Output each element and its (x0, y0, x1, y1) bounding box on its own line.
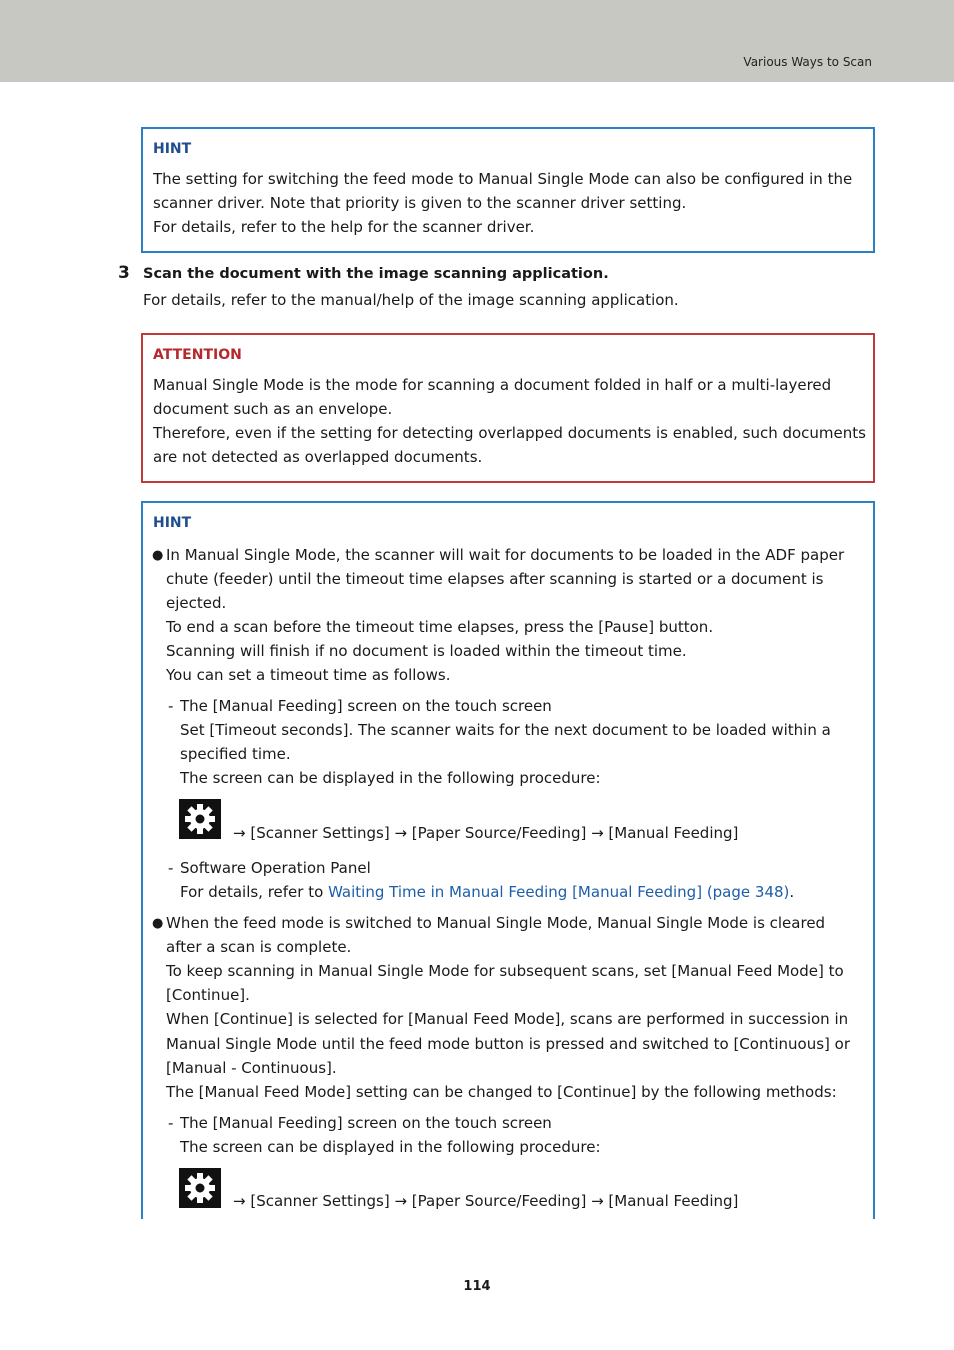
bullet-text-line: When the feed mode is switched to Manual Single Mode, Manual Single Mode is cleared (166, 914, 826, 932)
sub-item-text-line: The [Manual Feeding] screen on the touch screen (180, 1114, 552, 1132)
bullet-text-line: chute (feeder) until the timeout time elapses after scanning is started or a document is (166, 570, 824, 588)
sub-item-title: Software Operation Panel (180, 859, 371, 877)
bullet-text-line: ejected. (166, 594, 227, 612)
sub-item-text-line: The screen can be displayed in the following procedure: (180, 1138, 601, 1156)
sub-item-text-line: specified time. (180, 745, 291, 763)
sub-item-reference (180, 880, 794, 904)
page-cut (130, 1219, 890, 1259)
section-title: Various Ways to Scan (743, 55, 872, 69)
hint-title: HINT (153, 515, 192, 531)
procedure-text: → [Scanner Settings] → [Paper Source/Feeding] → [Manual Feeding] (233, 824, 739, 842)
bullet-text-line: To end a scan before the timeout time elapses, press the [Pause] button. (166, 618, 714, 636)
bullet-text-line: after a scan is complete. (166, 938, 352, 956)
page-number: 114 (463, 1279, 491, 1294)
sub-item-text-line: The screen can be displayed in the following procedure: (180, 769, 601, 787)
hint-text-line: scanner driver. Note that priority is given to the scanner driver setting. (153, 194, 687, 212)
dash-marker: - (168, 859, 174, 877)
reference-suffix: . (789, 883, 795, 901)
step-number: 3 (118, 263, 130, 283)
sub-item-text-line: The [Manual Feeding] screen on the touch screen (180, 697, 552, 715)
bullet-text-line: When [Continue] is selected for [Manual Feed Mode], scans are performed in succession in (166, 1010, 849, 1028)
bullet-text-line: To keep scanning in Manual Single Mode for subsequent scans, set [Manual Feed Mode] to (166, 962, 844, 980)
page-header (0, 0, 954, 82)
manual-feeding-link[interactable]: Waiting Time in Manual Feeding [Manual Feeding] (page 348) (328, 883, 790, 901)
hint-text-line: The setting for switching the feed mode to Manual Single Mode can also be configured in the (153, 170, 853, 188)
gear-icon (179, 799, 221, 839)
procedure-text: → [Scanner Settings] → [Paper Source/Feeding] → [Manual Feeding] (233, 1192, 739, 1210)
hint-box (141, 501, 875, 1241)
gear-icon (179, 1168, 221, 1208)
hint-box (141, 127, 875, 253)
attention-box (141, 333, 875, 483)
attention-text-line: Manual Single Mode is the mode for scanning a document folded in half or a multi-layered (153, 376, 832, 394)
bullet-text-line: The [Manual Feed Mode] setting can be changed to [Continue] by the following methods: (166, 1083, 837, 1101)
step-body: For details, refer to the manual/help of the image scanning application. (143, 291, 679, 309)
hint-text-line: For details, refer to the help for the scanner driver. (153, 218, 535, 236)
bullet-text-line: [Manual - Continuous]. (166, 1059, 337, 1077)
step-title: Scan the document with the image scanning application. (143, 266, 609, 282)
reference-prefix: For details, refer to (180, 883, 329, 901)
bullet-text-line: You can set a timeout time as follows. (166, 666, 451, 684)
attention-text-line: document such as an envelope. (153, 400, 393, 418)
dash-marker: - (168, 1114, 174, 1132)
dash-marker: - (168, 697, 174, 715)
attention-text-line: are not detected as overlapped documents. (153, 448, 483, 466)
bullet-text-line: In Manual Single Mode, the scanner will wait for documents to be loaded in the ADF paper (166, 546, 845, 564)
attention-text-line: Therefore, even if the setting for detecting overlapped documents is enabled, such documents (153, 424, 866, 442)
bullet-text-line: Scanning will finish if no document is loaded within the timeout time. (166, 642, 687, 660)
bullet-text-line: [Continue]. (166, 986, 250, 1004)
bullet-marker: ● (152, 916, 164, 931)
attention-title: ATTENTION (153, 347, 242, 363)
sub-item-text-line: Set [Timeout seconds]. The scanner waits for the next document to be loaded within a (180, 721, 831, 739)
bullet-text-line: Manual Single Mode until the feed mode button is pressed and switched to [Continuous] or (166, 1035, 850, 1053)
hint-title: HINT (153, 141, 192, 157)
bullet-marker: ● (152, 548, 164, 563)
